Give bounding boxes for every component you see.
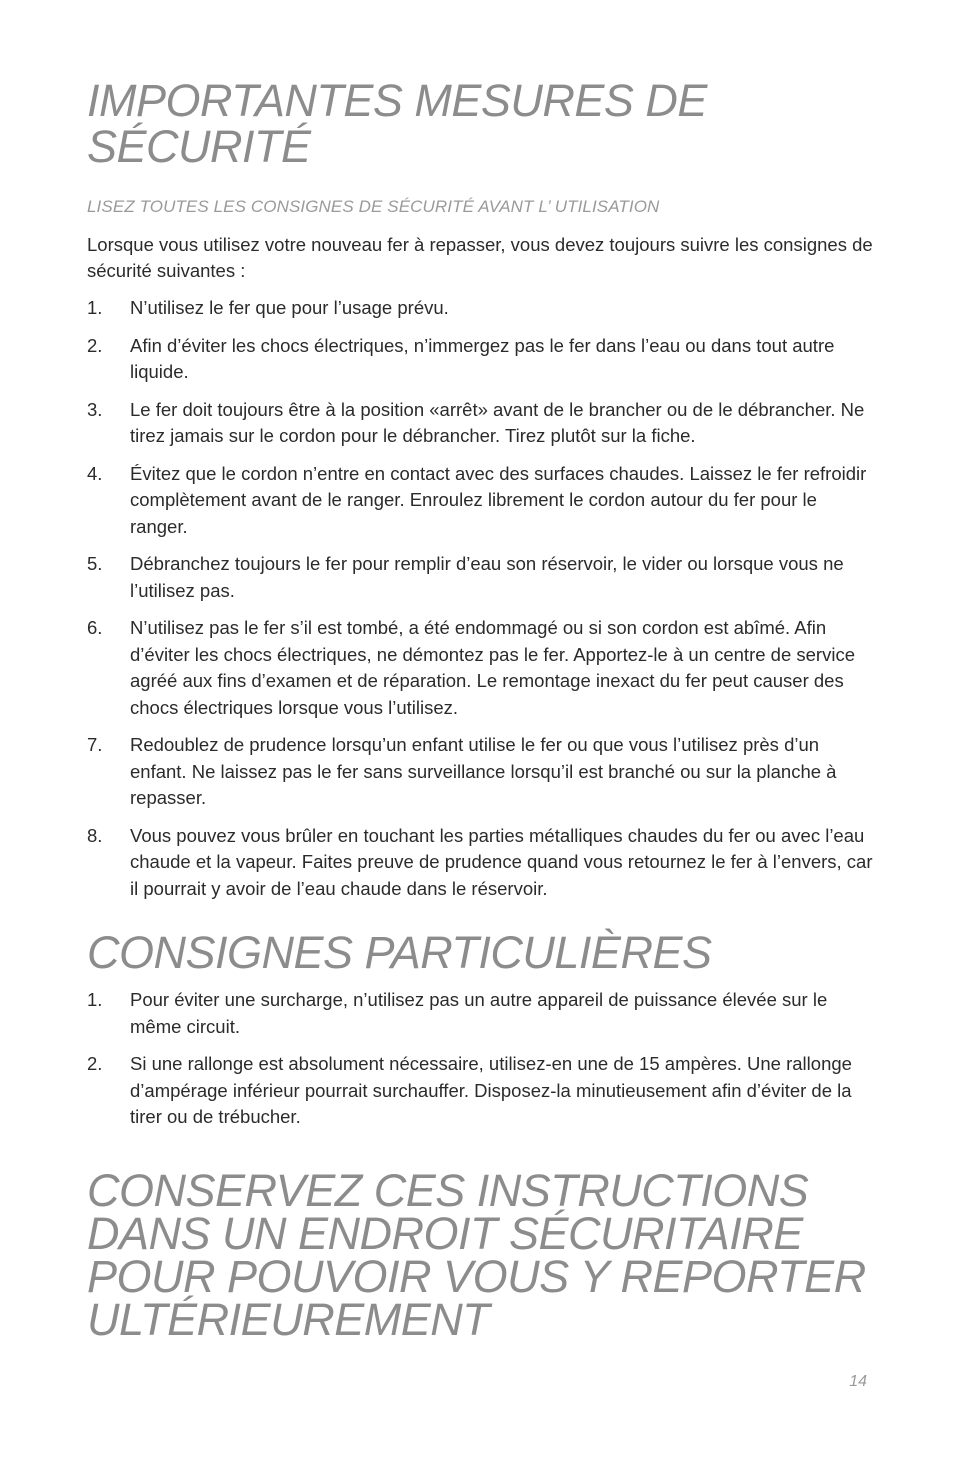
page-number: 14: [849, 1373, 867, 1390]
item-text: Redoublez de prudence lorsqu’un enfant utilise le fer ou que vous l’utilisez près d’un enfant. Ne laissez pas le fer sans surveillance lorsqu’il est branché ou sur la planche à repasser.: [130, 734, 837, 808]
item-number: 8.: [87, 824, 103, 846]
item-text: Évitez que le cordon n’entre en contact avec des surfaces chaudes. Laissez le fer refroidir complètement avant de le ranger. Enroulez librement le cordon autour du fer pour le ranger.: [130, 462, 867, 537]
list-item: [87, 295, 877, 322]
list-item: [87, 1051, 877, 1131]
list-item: [87, 732, 877, 812]
item-text: Vous pouvez vous brûler en touchant les parties métalliques chaudes du fer ou avec l’eau chaude et la vapeur. Faites preuve de prudence quand vous retournez le fer à l’envers, car il pourrait y avoir de l’eau chaude dans le réservoir.: [130, 824, 873, 899]
list-item: [87, 397, 877, 450]
special-instructions-heading: CONSIGNES PARTICULIÈRES: [87, 927, 712, 978]
item-number: 1.: [87, 989, 103, 1010]
item-number: 2.: [87, 334, 103, 356]
closing-heading: CONSERVEZ CES INSTRUCTIONS DANS UN ENDROIT SÉCURITAIRE POUR POUVOIR VOUS Y REPORTER ULTÉRIEUREMENT: [87, 1164, 866, 1345]
item-number: 1.: [87, 297, 103, 318]
item-text: Afin d’éviter les chocs électriques, n’immergez pas le fer dans l’eau ou dans tout autre liquide.: [130, 334, 835, 382]
item-text: Pour éviter une surcharge, n’utilisez pas un autre appareil de puissance élevée sur le même circuit.: [130, 989, 828, 1037]
list-item: [87, 551, 877, 604]
item-number: 3.: [87, 398, 103, 420]
item-text: Le fer doit toujours être à la position «arrêt» avant de le brancher ou de le débrancher. Ne tirez jamais sur le cordon pour le débrancher. Tirez plutôt sur la fiche.: [130, 398, 865, 446]
item-text: Débranchez toujours le fer pour remplir d’eau son réservoir, le vider ou lorsque vous ne l’utilisez pas.: [130, 553, 844, 601]
safety-list: [87, 295, 877, 902]
list-item: [87, 333, 877, 386]
list-item: [87, 987, 877, 1040]
item-number: 2.: [87, 1053, 103, 1074]
subtitle: LISEZ TOUTES LES CONSIGNES DE SÉCURITÉ AVANT L’ UTILISATION: [87, 197, 660, 216]
item-number: 6.: [87, 617, 103, 638]
list-item: [87, 823, 877, 903]
intro-paragraph: Lorsque vous utilisez votre nouveau fer à repasser, vous devez toujours suivre les consignes de sécurité suivantes :: [87, 234, 873, 281]
list-item: [87, 615, 877, 721]
page-title: IMPORTANTES MESURES DE SÉCURITÉ: [87, 75, 707, 172]
item-text: N’utilisez le fer que pour l’usage prévu.: [130, 297, 449, 318]
special-list: [87, 987, 877, 1131]
item-text: N’utilisez pas le fer s’il est tombé, a été endommagé ou si son cordon est abîmé. Afin d’éviter les chocs électriques, ne démontez pas le fer. Apportez-le à un centre de service agréé aux fins d’examen et de réparation. Le remontage inexact du fer peut causer des chocs électriques lorsque vous l’utilisez.: [130, 617, 855, 718]
item-text: Si une rallonge est absolument nécessaire, utilisez-en une de 15 ampères. Une rallonge d’ampérage inférieur pourrait surchauffer. Disposez-la minutieusement afin d’éviter de la tirer ou de trébucher.: [130, 1053, 852, 1127]
item-number: 5.: [87, 553, 103, 574]
page-content: [87, 75, 877, 1345]
item-number: 7.: [87, 734, 103, 755]
item-number: 4.: [87, 462, 103, 484]
list-item: [87, 461, 877, 541]
